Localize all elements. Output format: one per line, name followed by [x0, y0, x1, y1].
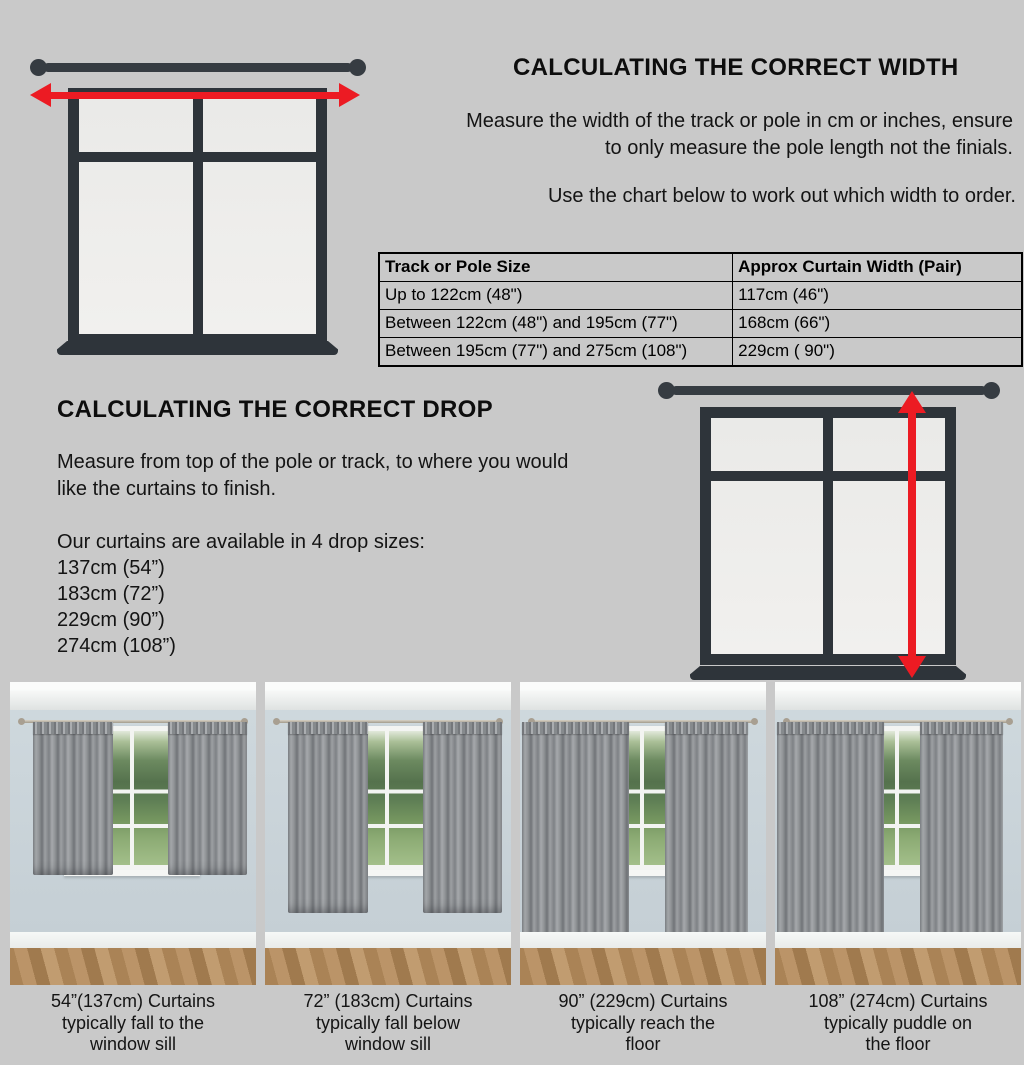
caption-line: floor [625, 1034, 661, 1054]
drop-paragraph-line2: like the curtains to finish. [57, 478, 276, 500]
width-paragraph-line2: to only measure the pole length not the finials. [604, 137, 1013, 159]
width-paragraph-line1: Measure the width of the track or pole in cm or inches, ensure [466, 110, 1013, 132]
right-curtain [168, 722, 247, 875]
photo-wood-floor [520, 948, 766, 985]
drop-sizes-intro: Our curtains are available in 4 drop sizes: [57, 531, 425, 553]
arrow-shaft [45, 92, 345, 99]
window-sill-graphic [57, 341, 338, 355]
cell-track-size: Between 122cm (48") and 195cm (77") [379, 310, 733, 338]
left-curtain [288, 722, 368, 913]
drop-size-item: 137cm (54”) [57, 557, 165, 579]
right-curtain [423, 722, 502, 913]
table-row [379, 310, 1022, 338]
photo-baseboard [520, 932, 766, 948]
caption-90in [510, 991, 776, 1056]
window-graphic [68, 88, 327, 345]
left-curtain [33, 722, 113, 875]
table-row [379, 282, 1022, 310]
caption-line: window sill [344, 1034, 432, 1054]
cell-curtain-width: 168cm (66") [733, 310, 1022, 338]
caption-line: window sill [89, 1034, 177, 1054]
drop-paragraph-line1: Measure from top of the pole or track, to where you would [57, 451, 569, 473]
photo-ceiling [520, 682, 766, 691]
caption-line: 72” (183cm) Curtains [303, 991, 473, 1011]
photo-ceiling [265, 682, 511, 691]
drop-size-item: 183cm (72”) [57, 583, 165, 605]
width-section-title: CALCULATING THE CORRECT WIDTH [513, 54, 959, 81]
drop-size-item: 274cm (108”) [57, 635, 176, 657]
curtain-pole-graphic [672, 386, 986, 395]
pole-finial-left [658, 382, 675, 399]
photo-wood-floor [10, 948, 256, 985]
caption-line: typically fall below [315, 1012, 461, 1033]
arrow-down-head-icon [898, 656, 926, 678]
right-curtain [665, 722, 748, 950]
photo-ceiling [10, 682, 256, 691]
curtain-photo-90in [520, 682, 766, 985]
caption-108in [765, 991, 1024, 1056]
left-curtain [522, 722, 629, 950]
arrow-right-head-icon [339, 83, 360, 107]
table-row [379, 338, 1022, 367]
photo-baseboard [775, 932, 1021, 948]
caption-line: 90” (229cm) Curtains [558, 991, 728, 1011]
drop-section-paragraph [57, 449, 657, 503]
photo-crown-molding [775, 691, 1021, 710]
photo-baseboard [10, 932, 256, 948]
caption-line: typically reach the [570, 1012, 716, 1033]
cell-curtain-width: 229cm ( 90") [733, 338, 1022, 367]
curtain-photo-54in [10, 682, 256, 985]
window-mullion-bar [823, 418, 833, 654]
drop-size-item: 229cm (90”) [57, 609, 165, 631]
photo-crown-molding [520, 691, 766, 710]
pole-finial-right [983, 382, 1000, 399]
curtain-pole-graphic [44, 63, 352, 72]
window-mullion-bar [193, 99, 203, 334]
photo-ceiling [775, 682, 1021, 691]
caption-line: typically puddle on [823, 1012, 973, 1033]
curtain-photo-108in [775, 682, 1021, 985]
table-header-row [379, 253, 1022, 282]
caption-54in [0, 991, 266, 1056]
col-header-curtain-width: Approx Curtain Width (Pair) [733, 253, 1022, 282]
width-chart-table [378, 252, 1023, 367]
caption-line: 108” (274cm) Curtains [808, 991, 988, 1011]
width-measure-arrow [30, 83, 360, 107]
col-header-track-size: Track or Pole Size [379, 253, 733, 282]
cell-track-size: Up to 122cm (48") [379, 282, 733, 310]
photo-crown-molding [10, 691, 256, 710]
caption-line: 54”(137cm) Curtains [50, 991, 216, 1011]
width-section-paragraph [353, 108, 1013, 162]
pole-finial-left [30, 59, 47, 76]
photo-baseboard [265, 932, 511, 948]
photo-wood-floor [775, 948, 1021, 985]
photo-crown-molding [265, 691, 511, 710]
width-chart-hint: Use the chart below to work out which width to order. [547, 185, 1016, 207]
arrow-shaft [908, 406, 916, 663]
drop-section-title: CALCULATING THE CORRECT DROP [57, 396, 493, 423]
photo-wood-floor [265, 948, 511, 985]
caption-72in [255, 991, 521, 1056]
caption-line: the floor [865, 1034, 931, 1054]
curtain-photo-72in [265, 682, 511, 985]
drop-sizes-list [57, 529, 425, 659]
cell-track-size: Between 195cm (77") and 275cm (108") [379, 338, 733, 367]
cell-curtain-width: 117cm (46") [733, 282, 1022, 310]
drop-measure-arrow [898, 391, 926, 678]
caption-line: typically fall to the [61, 1012, 205, 1033]
pole-finial-right [349, 59, 366, 76]
